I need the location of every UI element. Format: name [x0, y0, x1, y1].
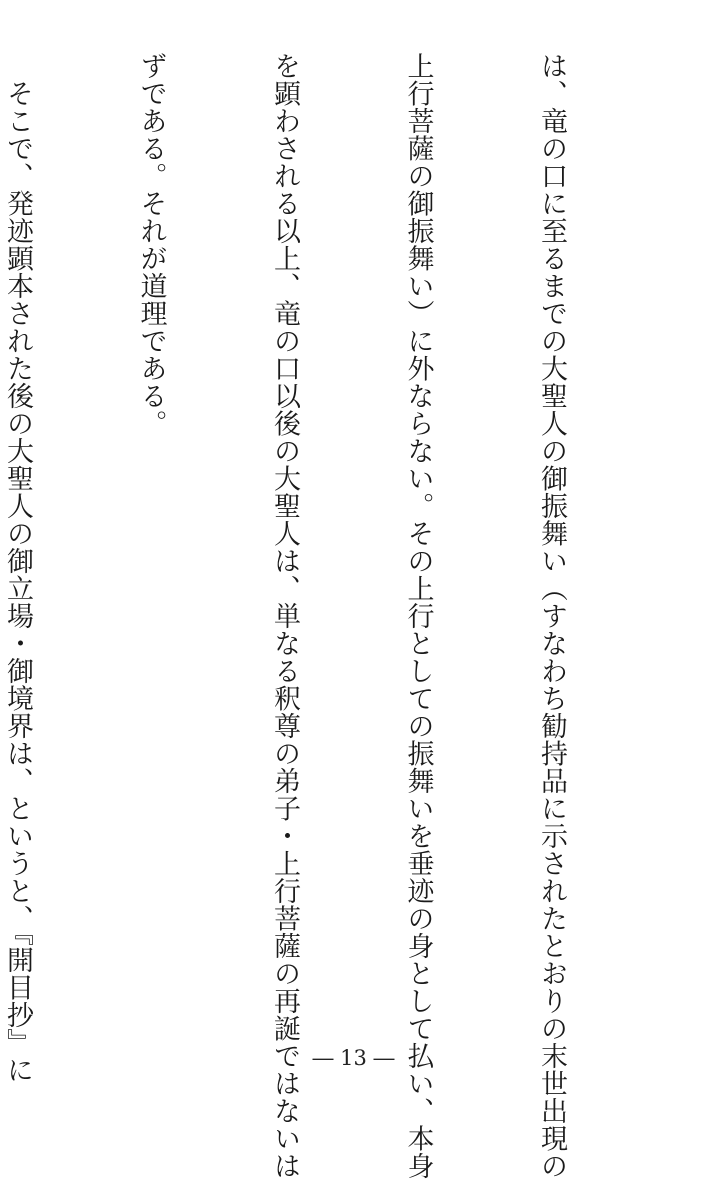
- text-line: ずである。それが道理である。: [135, 52, 167, 437]
- page-number: ― 13 ―: [312, 1046, 395, 1070]
- text-line: は、竜の口に至るまでの大聖人の御振舞い（すなわち勧持品に示されたとおりの末世出現の: [536, 52, 567, 1180]
- text-line: を顕わされる以上、竜の口以後の大聖人は、単なる釈尊の弟子・上行菩薩の再誕ではないは: [269, 52, 300, 1180]
- text-line: 上行菩薩の御振舞い）に外ならない。その上行としての振舞いを垂迹の身として払い、本身: [402, 52, 434, 1180]
- text-line: そこで、発迹顕本された後の大聖人の御立場・御境界は、というと、『開目抄』に: [2, 52, 33, 1084]
